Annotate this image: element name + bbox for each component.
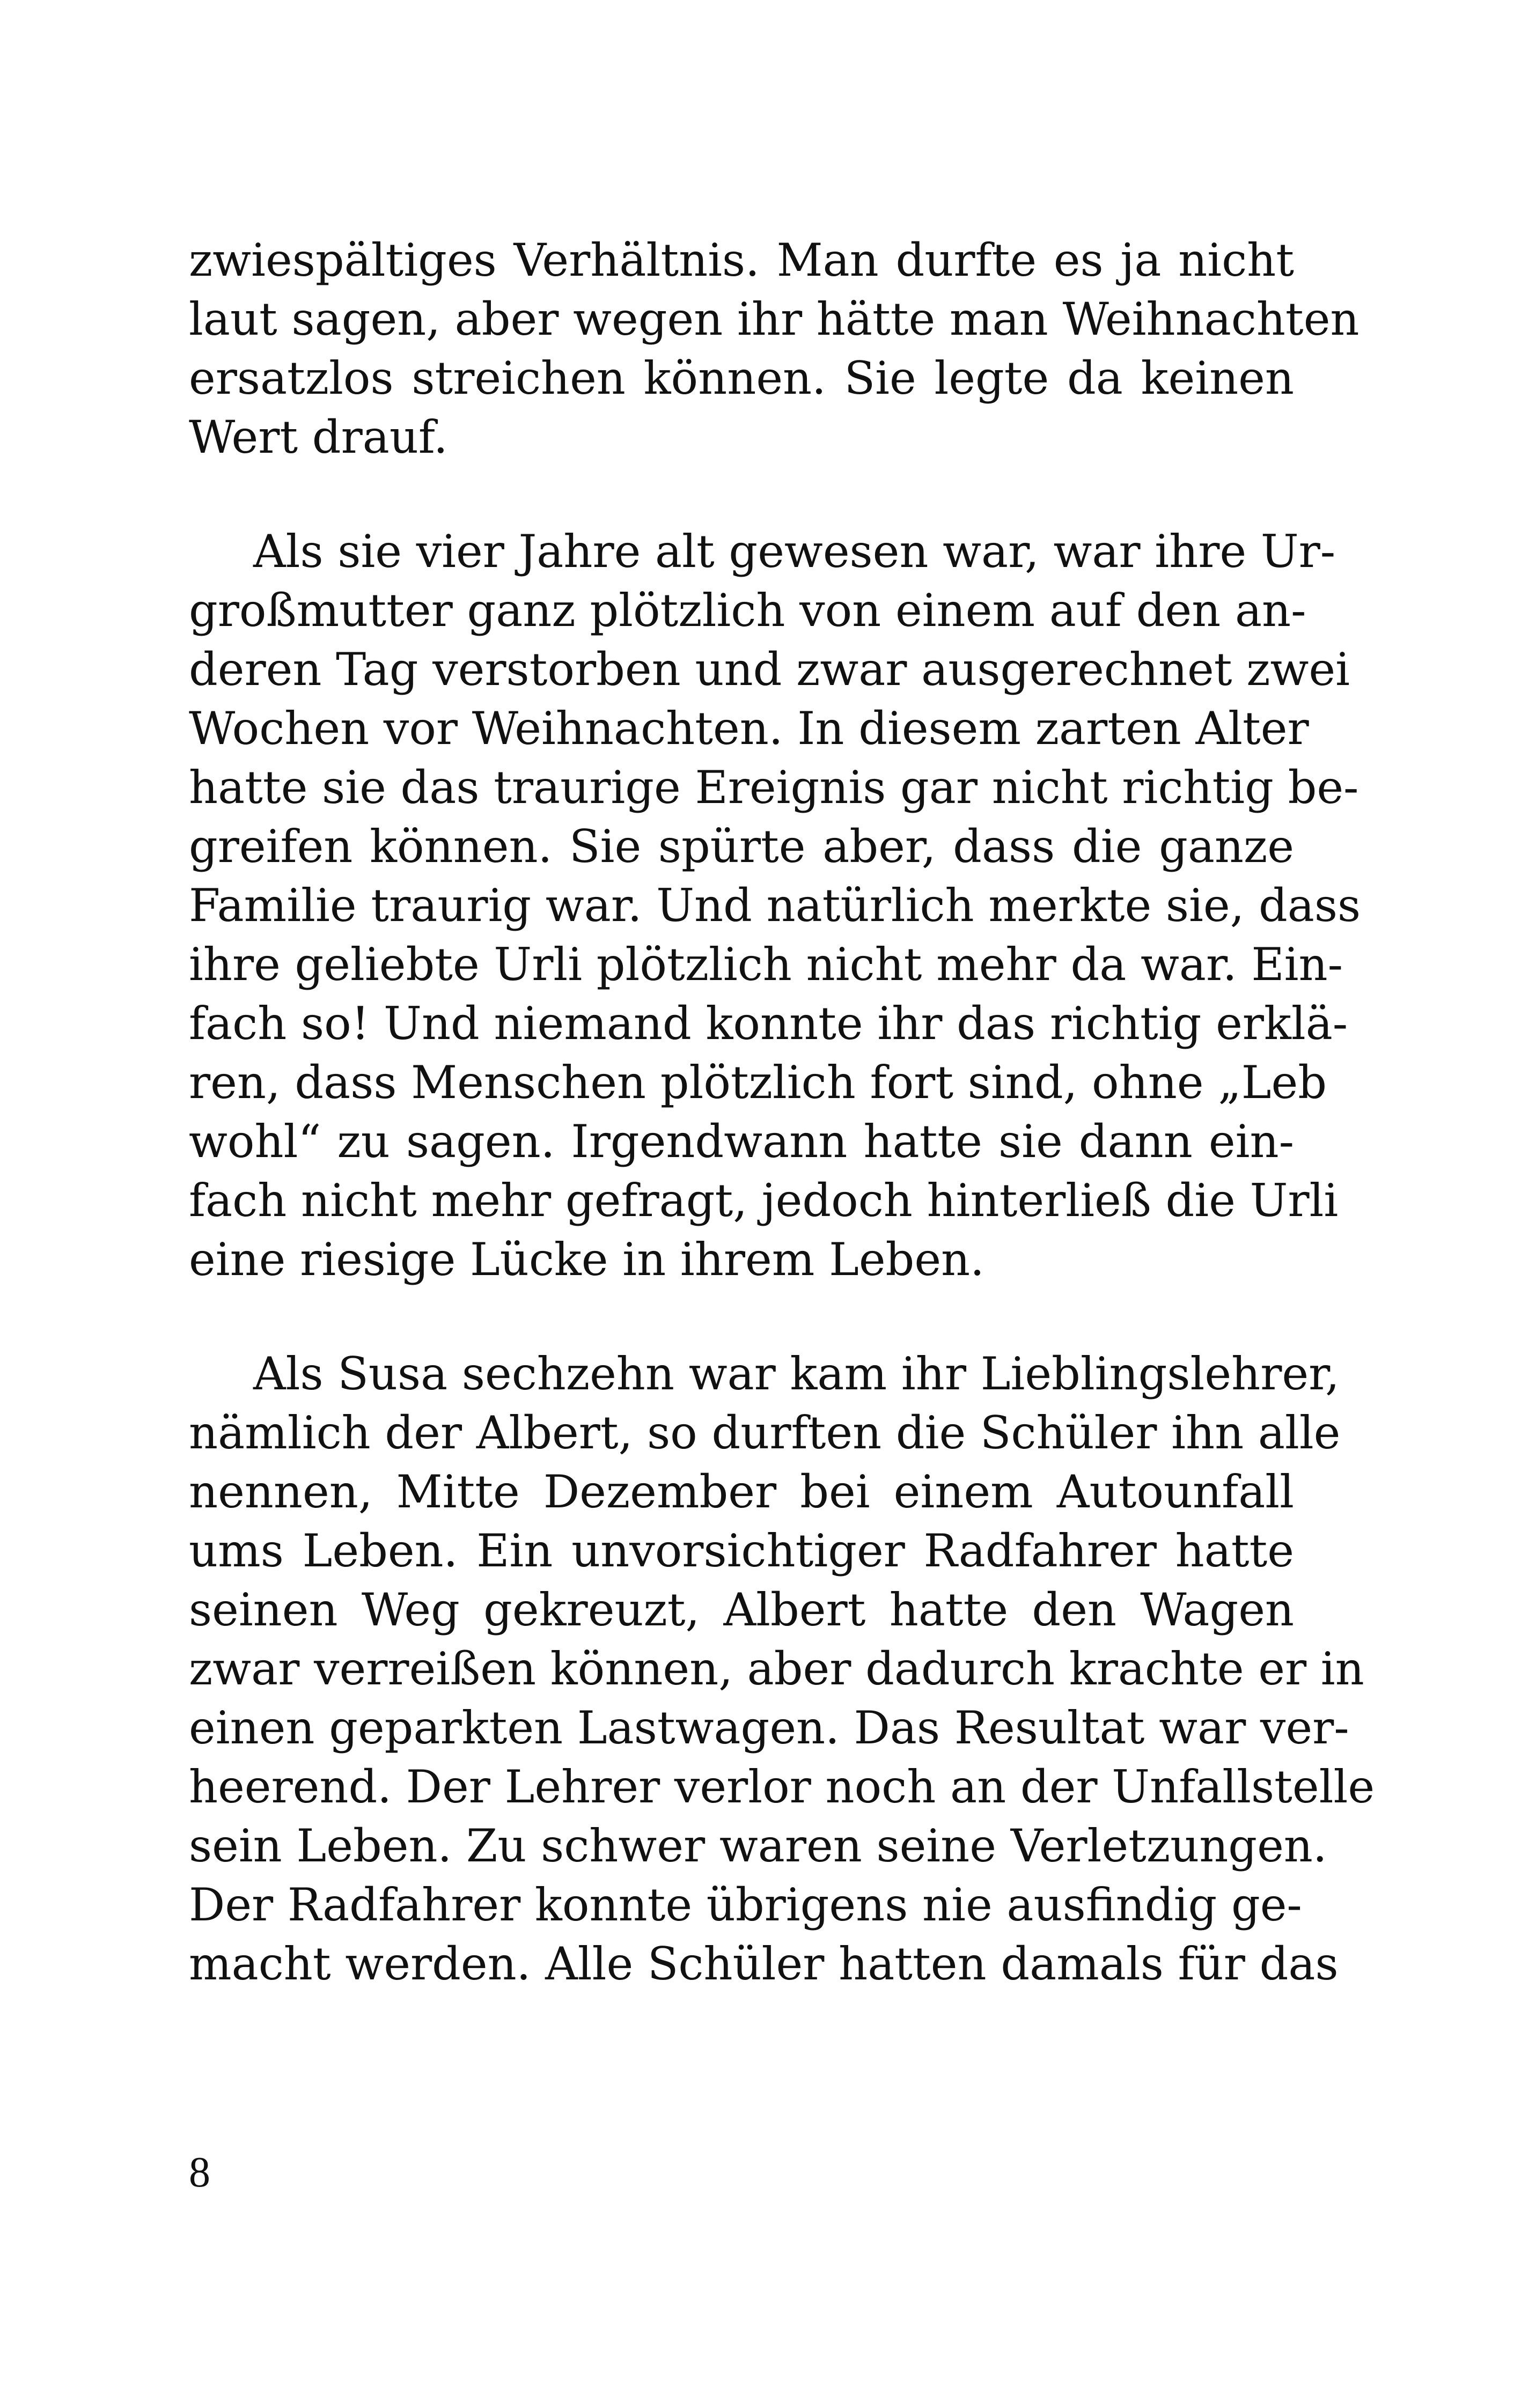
body-text <box>189 231 1375 1993</box>
paragraph-3 <box>189 1344 1375 1993</box>
text-line: Wert drauf. <box>189 411 448 463</box>
text-line: macht werden. Alle Schüler hatten damals für das <box>189 1938 1339 1990</box>
text-line: großmutter ganz plötzlich von einem auf den an- <box>189 584 1306 637</box>
text-line: Als sie vier Jahre alt gewesen war, war ihre Ur- <box>253 525 1336 578</box>
text-line: sein Leben. Zu schwer waren seine Verletzungen. <box>189 1820 1327 1872</box>
text-line: ihre geliebte Urli plötzlich nicht mehr da war. Ein- <box>189 938 1343 991</box>
text-line: greifen können. Sie spürte aber, dass die ganze <box>189 820 1294 873</box>
text-line: laut sagen, aber wegen ihr hätte man Weihnachten <box>189 293 1360 345</box>
text-line: eine riesige Lücke in ihrem Leben. <box>189 1233 984 1286</box>
text-line: zwar verreißen können, aber dadurch krachte er in <box>189 1643 1364 1695</box>
paragraph-gap <box>189 467 1294 522</box>
paragraph-1 <box>189 231 1360 467</box>
text-line: zwiespältiges Verhältnis. Man durfte es ja nicht <box>189 234 1294 286</box>
text-line: nämlich der Albert, so durften die Schüler ihn alle <box>189 1406 1341 1459</box>
text-line: ren, dass Menschen plötzlich fort sind, ohne „Leb <box>189 1056 1327 1109</box>
text-line: seinen Weg gekreuzt, Albert hatte den Wagen <box>189 1584 1294 1636</box>
text-line: fach nicht mehr gefragt, jedoch hinterließ die Urli <box>189 1174 1339 1227</box>
text-line: Wochen vor Weihnachten. In diesem zarten Alter <box>189 702 1309 755</box>
text-line: einen geparkten Lastwagen. Das Resultat war ver- <box>189 1702 1349 1754</box>
text-line: nennen, Mitte Dezember bei einem Autounfall <box>189 1466 1294 1518</box>
text-line: Als Susa sechzehn war kam ihr Lieblingslehrer, <box>253 1347 1340 1400</box>
text-line: wohl“ zu sagen. Irgendwann hatte sie dann ein- <box>189 1115 1294 1168</box>
text-line: deren Tag verstorben und zwar ausgerechnet zwei <box>189 643 1350 696</box>
paragraph-2 <box>189 522 1361 1289</box>
text-line: heerend. Der Lehrer verlor noch an der Unfallstelle <box>189 1761 1375 1813</box>
text-line: hatte sie das traurige Ereignis gar nicht richtig be- <box>189 761 1359 814</box>
text-line: fach so! Und niemand konnte ihr das richtig erklä- <box>189 997 1348 1050</box>
text-line: Der Radfahrer konnte übrigens nie ausfindig ge- <box>189 1879 1302 1931</box>
page-number: 8 <box>189 2149 210 2196</box>
paragraph-gap <box>189 1289 1294 1344</box>
text-line: ums Leben. Ein unvorsichtiger Radfahrer hatte <box>189 1525 1294 1577</box>
text-line: Familie traurig war. Und natürlich merkte sie, dass <box>189 879 1361 932</box>
text-line: ersatzlos streichen können. Sie legte da keinen <box>189 352 1294 404</box>
